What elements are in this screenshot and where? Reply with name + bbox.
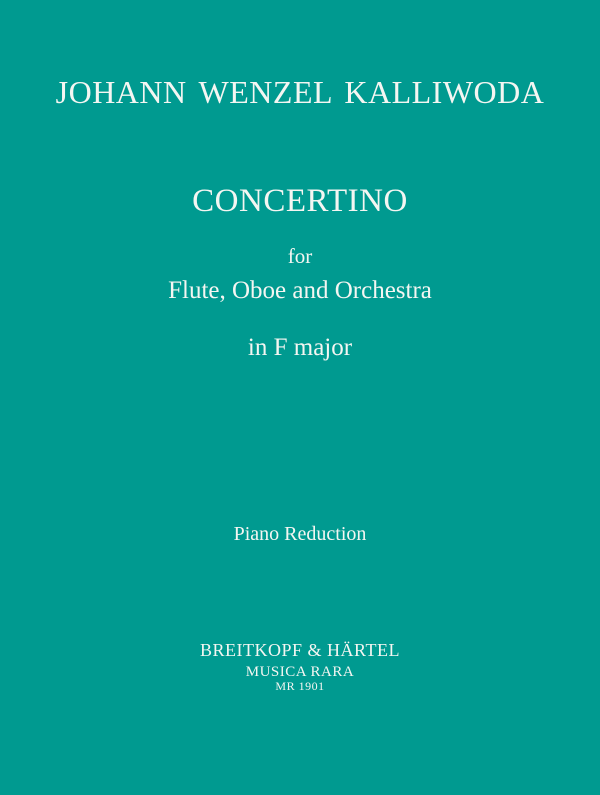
publisher-name: BREITKOPF & HÄRTEL bbox=[200, 640, 400, 660]
composer-name: JOHANN WENZEL KALLIWODA bbox=[55, 74, 545, 110]
work-title: CONCERTINO bbox=[192, 183, 408, 219]
edition-type: Piano Reduction bbox=[233, 523, 367, 545]
for-label: for bbox=[287, 244, 313, 268]
work-key: in F major bbox=[247, 334, 353, 361]
instrumentation: Flute, Oboe and Orchestra bbox=[168, 277, 432, 304]
catalog-number: MR 1901 bbox=[275, 679, 325, 693]
imprint-name: MUSICA RARA bbox=[245, 664, 355, 680]
